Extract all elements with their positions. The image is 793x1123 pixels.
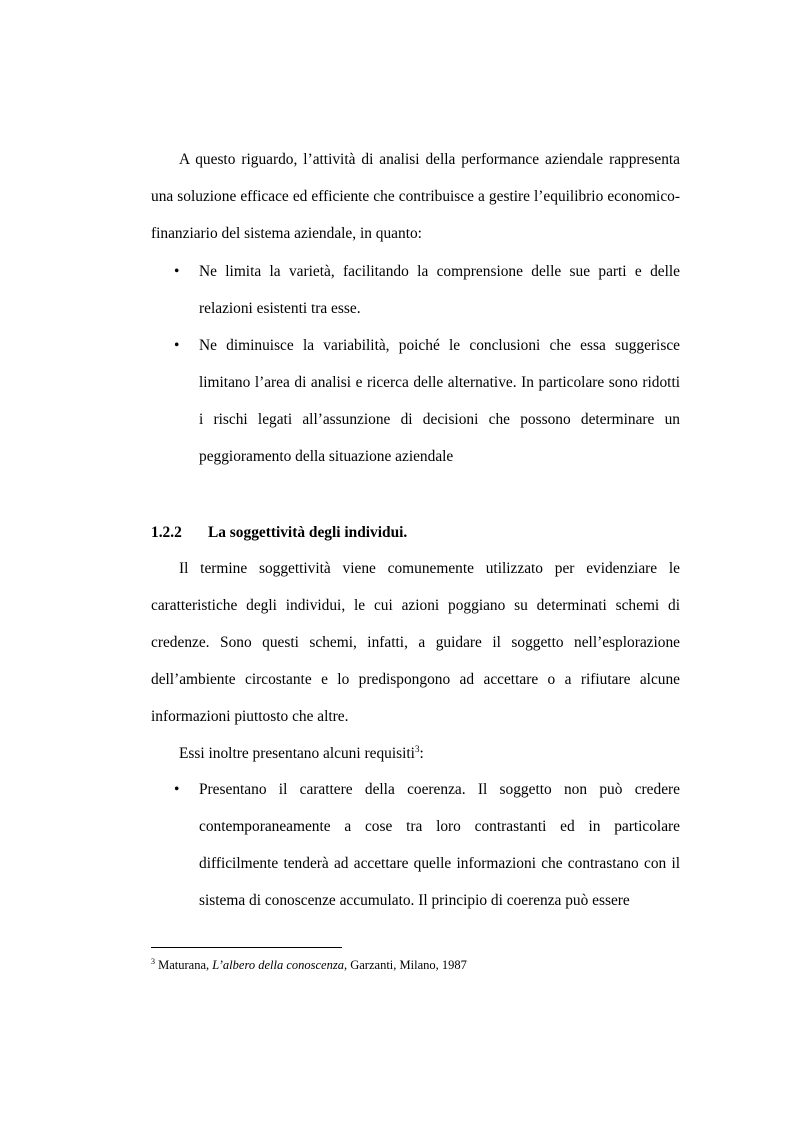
subjectivity-paragraph: Il termine soggettività viene comunemente utilizzato per evidenziare le caratteristiche degli individui, le cui azioni poggiano su determinati schemi di credenze. Sono questi schemi, infatti, a guidare il soggetto nell’esplorazione dell’ambiente circostante e lo predispongono ad accettare o a rifiutare alcune informazioni piuttosto che altre. — [151, 560, 680, 725]
list-item — [151, 253, 680, 327]
footnote — [151, 956, 467, 974]
requirements-suffix: : — [419, 745, 424, 762]
section-number: 1.2.2 — [151, 524, 182, 541]
list-item — [151, 771, 680, 919]
section-heading — [151, 514, 407, 551]
list-item-text: Presentano il carattere della coerenza. Il soggetto non può credere contemporaneamente a cose tra loro contrastanti ed in particolare difficilmente tenderà ad accettare quelle informazioni che contrastano con il sistema di conoscenze accumulato. Il principio di coerenza può essere — [199, 781, 680, 909]
requirements-intro — [179, 735, 708, 772]
list-item — [151, 327, 680, 475]
footnote-title: L’albero della conoscenza — [212, 958, 344, 972]
list-item-text: Ne diminuisce la variabilità, poiché le conclusioni che essa suggerisce limitano l’area di analisi e ricerca delle alternative. In particolare sono ridotti i rischi legati all’assunzione di decisioni che possono determinare un peggioramento della situazione aziendale — [199, 337, 680, 465]
first-bullet-list — [151, 253, 680, 475]
footnote-reference[interactable]: 3 — [414, 743, 420, 754]
footnote-marker: 3 — [151, 956, 155, 966]
list-item-text: Ne limita la varietà, facilitando la comprensione delle sue parti e delle relazioni esistenti tra esse. — [199, 263, 680, 317]
requirements-text: Essi inoltre presentano alcuni requisiti — [179, 745, 415, 762]
bullet-icon: • — [174, 781, 180, 798]
intro-paragraph: A questo riguardo, l’attività di analisi della performance aziendale rappresenta una soluzione efficace ed efficiente che contribuisce a gestire l’equilibrio economico-finanziario del sistema aziendale, in quanto: — [151, 151, 680, 242]
bullet-icon: • — [174, 263, 180, 280]
footnote-author: Maturana, — [158, 958, 210, 972]
second-bullet-list — [151, 771, 680, 919]
bullet-icon: • — [174, 337, 180, 354]
footnote-publisher: , Garzanti, Milano, 1987 — [343, 958, 467, 972]
footnote-divider — [151, 947, 342, 948]
section-title: La soggettività degli individui. — [208, 524, 408, 541]
